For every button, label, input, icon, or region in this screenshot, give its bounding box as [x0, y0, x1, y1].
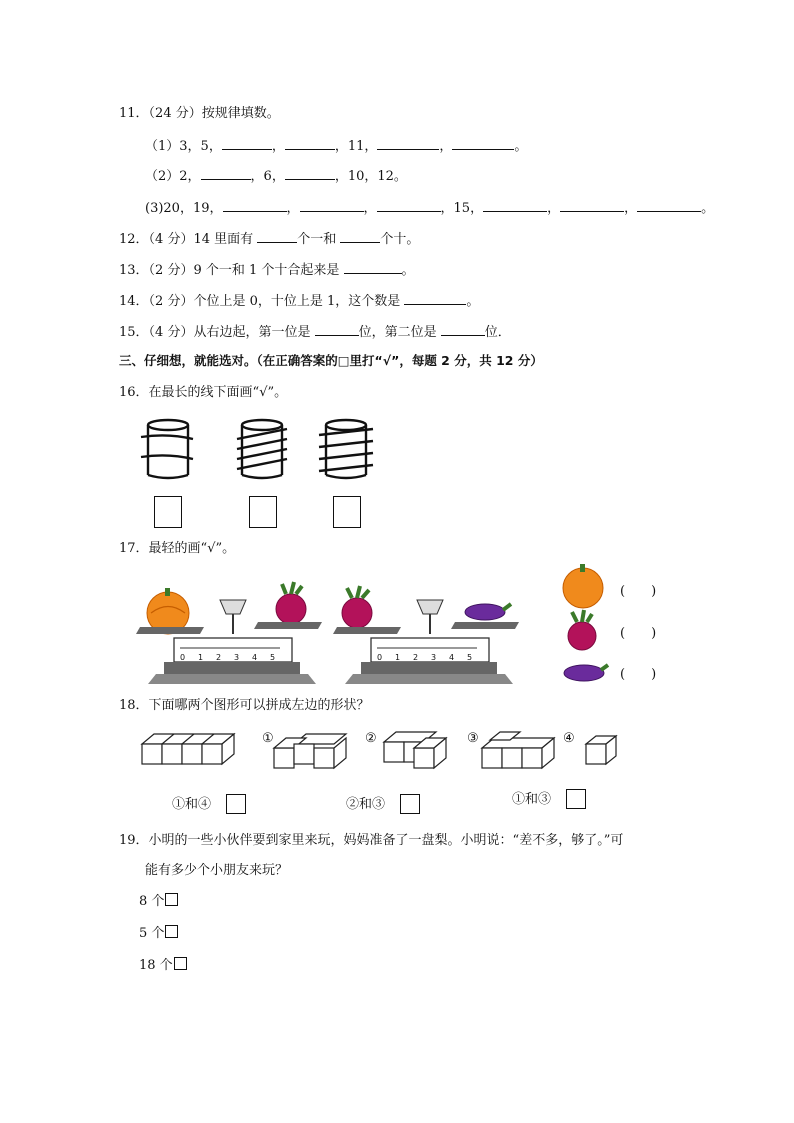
q12	[119, 229, 419, 249]
checkbox-q19-18[interactable]	[174, 957, 187, 970]
tick-label-3: 3	[234, 653, 240, 662]
q11-p3-end: 。	[701, 201, 715, 216]
q16-title: 16．在最长的线下面画“√”。	[119, 385, 288, 400]
checkbox-option-1-4[interactable]	[226, 794, 246, 814]
q11-p2-mid1: ，6，	[250, 169, 285, 184]
q11-p3-mid: ，15，	[440, 201, 484, 216]
q19-option-5	[139, 925, 178, 943]
option-1-3: ①和③	[512, 792, 552, 807]
tick-label-5: 5	[270, 653, 276, 662]
answer-blank[interactable]	[285, 136, 335, 150]
shape-3	[482, 732, 554, 768]
q13-pre: 13．（2 分）9 个一和 1 个十合起来是	[119, 263, 340, 278]
answer-blank[interactable]	[285, 166, 335, 180]
answer-blank[interactable]	[483, 198, 547, 212]
pumpkin-icon	[563, 568, 603, 608]
answer-blank[interactable]	[344, 260, 402, 274]
shape-label-2: ②	[365, 731, 377, 746]
answer-blank[interactable]	[452, 136, 514, 150]
q19-option-label: 8 个	[139, 894, 165, 909]
option-2-3: ②和③	[346, 797, 386, 812]
answer-blank[interactable]	[340, 229, 380, 243]
shape-label-3: ③	[467, 731, 479, 746]
vegetable-column	[558, 562, 618, 688]
q11-p1-label: （1）3，5，	[145, 139, 222, 154]
q15-pre: 15．（4 分）从右边起，第一位是	[119, 325, 311, 340]
checkbox-coil-2[interactable]	[249, 496, 277, 528]
q11-part2	[145, 166, 407, 186]
checkbox-option-1-3[interactable]	[566, 789, 586, 809]
shape-1	[274, 734, 346, 768]
q12-pre: 12．（4 分）14 里面有	[119, 232, 254, 247]
shape-4	[586, 736, 616, 764]
tick-label-1: 1	[395, 653, 401, 662]
q11-p3-label: (3)20，19，	[145, 201, 223, 216]
checkbox-q19-8[interactable]	[165, 893, 178, 906]
tick-label-0: 0	[377, 653, 383, 662]
tick-label-0: 0	[180, 653, 186, 662]
shape-label-1: ①	[262, 731, 274, 746]
q13	[119, 260, 415, 280]
answer-paren-radish[interactable]: ( )	[620, 626, 657, 641]
tick-label-2: 2	[216, 653, 222, 662]
radish-icon	[568, 622, 596, 650]
answer-blank[interactable]	[560, 198, 624, 212]
coil-3	[319, 420, 373, 478]
q19-option-label: 18 个	[139, 958, 173, 973]
q11-p2-mid2: ，10，12。	[334, 169, 407, 184]
q19-line-1: 19．小明的一些小伙伴要到家里来玩，妈妈准备了一盘梨。小明说：“差不多，够了。”可	[119, 833, 624, 848]
answer-blank[interactable]	[300, 198, 364, 212]
answer-paren-pumpkin[interactable]: ( )	[620, 584, 657, 599]
answer-blank[interactable]	[257, 229, 297, 243]
q11-p1-mid: ，11，	[334, 139, 378, 154]
shape-label-4: ④	[563, 731, 575, 746]
q11-title: 11．（24 分）按规律填数。	[119, 106, 280, 121]
q11-part1	[145, 136, 527, 156]
q15	[119, 322, 511, 342]
answer-blank[interactable]	[201, 166, 251, 180]
q11-p3-sep: ，	[286, 201, 300, 216]
tick-label-3: 3	[431, 653, 437, 662]
tick-label-1: 1	[198, 653, 204, 662]
eggplant-icon	[564, 665, 604, 681]
cube-figures	[140, 728, 620, 772]
q18-title: 18．下面哪两个图形可以拼成左边的形状？	[119, 698, 370, 713]
q11-part3	[145, 198, 714, 218]
q19-option-label: 5 个	[139, 926, 165, 941]
q19-option-18	[139, 957, 187, 975]
checkbox-option-2-3[interactable]	[400, 794, 420, 814]
checkbox-coil-1[interactable]	[154, 496, 182, 528]
q19-line-2: 能有多少个小朋友来玩？	[145, 863, 289, 878]
balance-scale-1	[136, 582, 326, 686]
tick-label-4: 4	[252, 653, 258, 662]
answer-paren-eggplant[interactable]: ( )	[620, 667, 657, 682]
shape-2	[384, 732, 446, 768]
q17-title: 17．最轻的画“√”。	[119, 541, 236, 556]
answer-blank[interactable]	[223, 198, 287, 212]
coil-figures	[135, 415, 395, 485]
q15-mid: 位，第二位是	[358, 325, 437, 340]
q11-p1-sep: ，	[439, 139, 453, 154]
tick-label-2: 2	[413, 653, 419, 662]
checkbox-q19-5[interactable]	[165, 925, 178, 938]
q14	[119, 291, 479, 311]
radish-icon	[276, 594, 306, 624]
option-1-4: ①和④	[172, 797, 212, 812]
q12-post: 个十。	[380, 232, 420, 247]
q15-post: 位．	[484, 325, 511, 340]
answer-blank[interactable]	[222, 136, 272, 150]
q14-post: 。	[466, 294, 480, 309]
tick-label-5: 5	[467, 653, 473, 662]
section-3-heading: 三、仔细想，就能选对。（在正确答案的□里打“√”，每题 2 分，共 12 分）	[119, 353, 543, 368]
answer-blank[interactable]	[637, 198, 701, 212]
q11-p1-sep: ，	[271, 139, 285, 154]
q11-p3-sep: ，	[547, 201, 561, 216]
q11-p2-label: （2）2，	[145, 169, 201, 184]
q11-p1-end: 。	[514, 139, 528, 154]
answer-blank[interactable]	[377, 136, 439, 150]
eggplant-icon	[465, 604, 505, 620]
answer-blank[interactable]	[315, 322, 359, 336]
tick-label-4: 4	[449, 653, 455, 662]
radish-icon	[342, 598, 372, 628]
q14-pre: 14．（2 分）个位上是 0，十位上是 1，这个数是	[119, 294, 401, 309]
q19-option-8	[139, 893, 178, 911]
checkbox-coil-3[interactable]	[333, 496, 361, 528]
q11-p3-sep: ，	[624, 201, 638, 216]
balance-scale-2	[333, 582, 523, 686]
answer-blank[interactable]	[404, 291, 466, 305]
q13-post: 。	[401, 263, 415, 278]
answer-blank[interactable]	[441, 322, 485, 336]
answer-blank[interactable]	[377, 198, 441, 212]
target-shape	[142, 734, 234, 764]
coil-2	[237, 420, 287, 478]
q11-p3-sep: ，	[363, 201, 377, 216]
q12-mid: 个一和	[297, 232, 337, 247]
coil-1	[141, 420, 193, 478]
